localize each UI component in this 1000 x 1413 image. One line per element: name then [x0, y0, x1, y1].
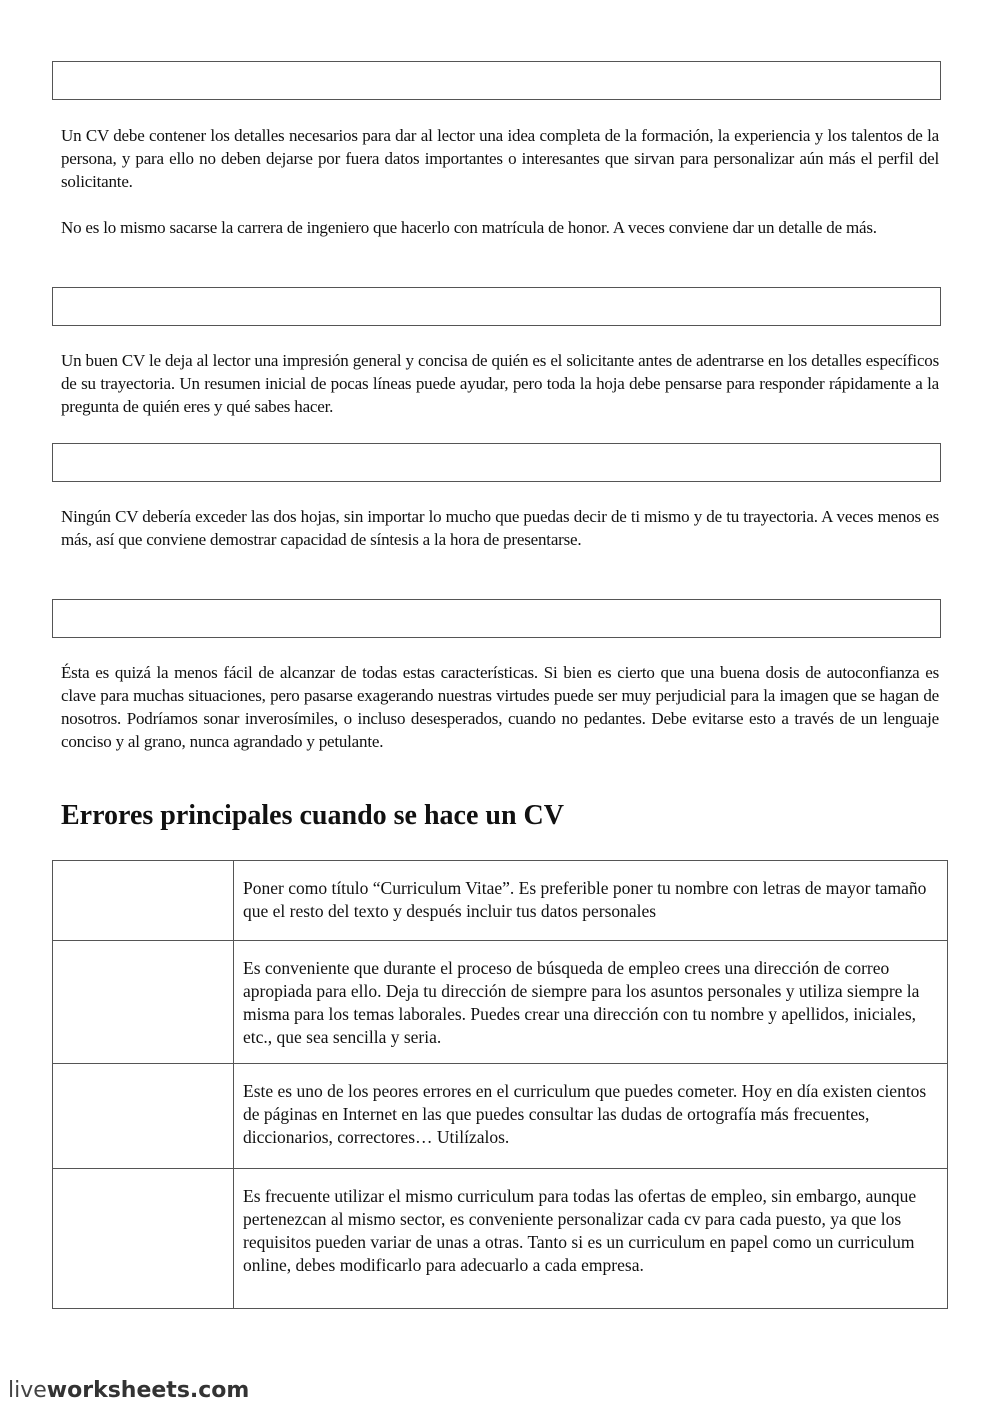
error-description: Es conveniente que durante el proceso de búsqueda de empleo crees una dirección de correo apropiada para ello. Deja tu dirección de siempre para los asuntos personales y utiliza siempre la misma para los temas laborales. Puedes crear una dirección con tu nombre y apellidos, iniciales, etc., que sea sencilla y seria. — [234, 941, 948, 1064]
paragraph-3: Un buen CV le deja al lector una impresión general y concisa de quién es el solicitante antes de adentrarse en los detalles específicos de su trayectoria. Un resumen inicial de pocas líneas puede ayudar, pero toda la hoja debe pensarse para responder rápidamente a la pregunta de quién eres y qué sabes hacer. — [61, 351, 939, 416]
paragraph-1: Un CV debe contener los detalles necesarios para dar al lector una idea completa de la formación, la experiencia y los talentos de la persona, y para ello no deben dejarse por fuera datos importantes o interesantes que sirvan para personalizar aún más el perfil del solicitante. — [61, 126, 939, 191]
paragraph-4: Ningún CV debería exceder las dos hojas, sin importar lo mucho que puedas decir de ti mismo y de tu trayectoria. A veces menos es más, así que conviene demostrar capacidad de síntesis a la hora de presentarse. — [61, 507, 939, 549]
liveworksheets-logo — [8, 1378, 249, 1403]
error-description: Este es uno de los peores errores en el curriculum que puedes cometer. Hoy en día existen cientos de páginas en Internet en las que puedes consultar las dudas de ortografía más frecuentes, diccionarios, correctores… Utilízalos. — [234, 1064, 948, 1169]
table-row — [53, 861, 948, 941]
answer-cell-4[interactable] — [53, 1169, 234, 1309]
answer-box-3[interactable] — [52, 443, 941, 482]
table-row — [53, 1064, 948, 1169]
answer-cell-3[interactable] — [53, 1064, 234, 1169]
error-description: Poner como título “Curriculum Vitae”. Es preferible poner tu nombre con letras de mayor tamaño que el resto del texto y después incluir tus datos personales — [234, 861, 948, 941]
paragraph-5: Ésta es quizá la menos fácil de alcanzar de todas estas características. Si bien es cierto que una buena dosis de autoconfianza es clave para muchas situaciones, pero pasarse exagerando nuestras virtudes puede ser muy perjudicial para la imagen que se hagan de nosotros. Podríamos sonar inverosímiles, o incluso desesperados, cuando no pedantes. Debe evitarse esto a través de un lenguaje conciso y al grano, nunca agrandado y petulante. — [61, 663, 939, 751]
answer-cell-1[interactable] — [53, 861, 234, 941]
table-row — [53, 1169, 948, 1309]
logo-bold-text: worksheets.com — [46, 1378, 250, 1403]
table-row — [53, 941, 948, 1064]
answer-box-4[interactable] — [52, 599, 941, 638]
answer-cell-2[interactable] — [53, 941, 234, 1064]
errors-table — [52, 860, 948, 1309]
section-heading: Errores principales cuando se hace un CV — [61, 800, 564, 831]
paragraph-2: No es lo mismo sacarse la carrera de ingeniero que hacerlo con matrícula de honor. A veces conviene dar un detalle de más. — [61, 218, 877, 237]
error-description: Es frecuente utilizar el mismo curriculum para todas las ofertas de empleo, sin embargo, aunque pertenezcan al mismo sector, es conveniente personalizar cada cv para cada puesto, ya que los requisitos pueden variar de unas a otras. Tanto si es un curriculum en papel como un curriculum online, debes modificarlo para adecuarlo a cada empresa. — [234, 1169, 948, 1309]
answer-box-1[interactable] — [52, 61, 941, 100]
logo-light-text: live — [8, 1378, 47, 1403]
answer-box-2[interactable] — [52, 287, 941, 326]
